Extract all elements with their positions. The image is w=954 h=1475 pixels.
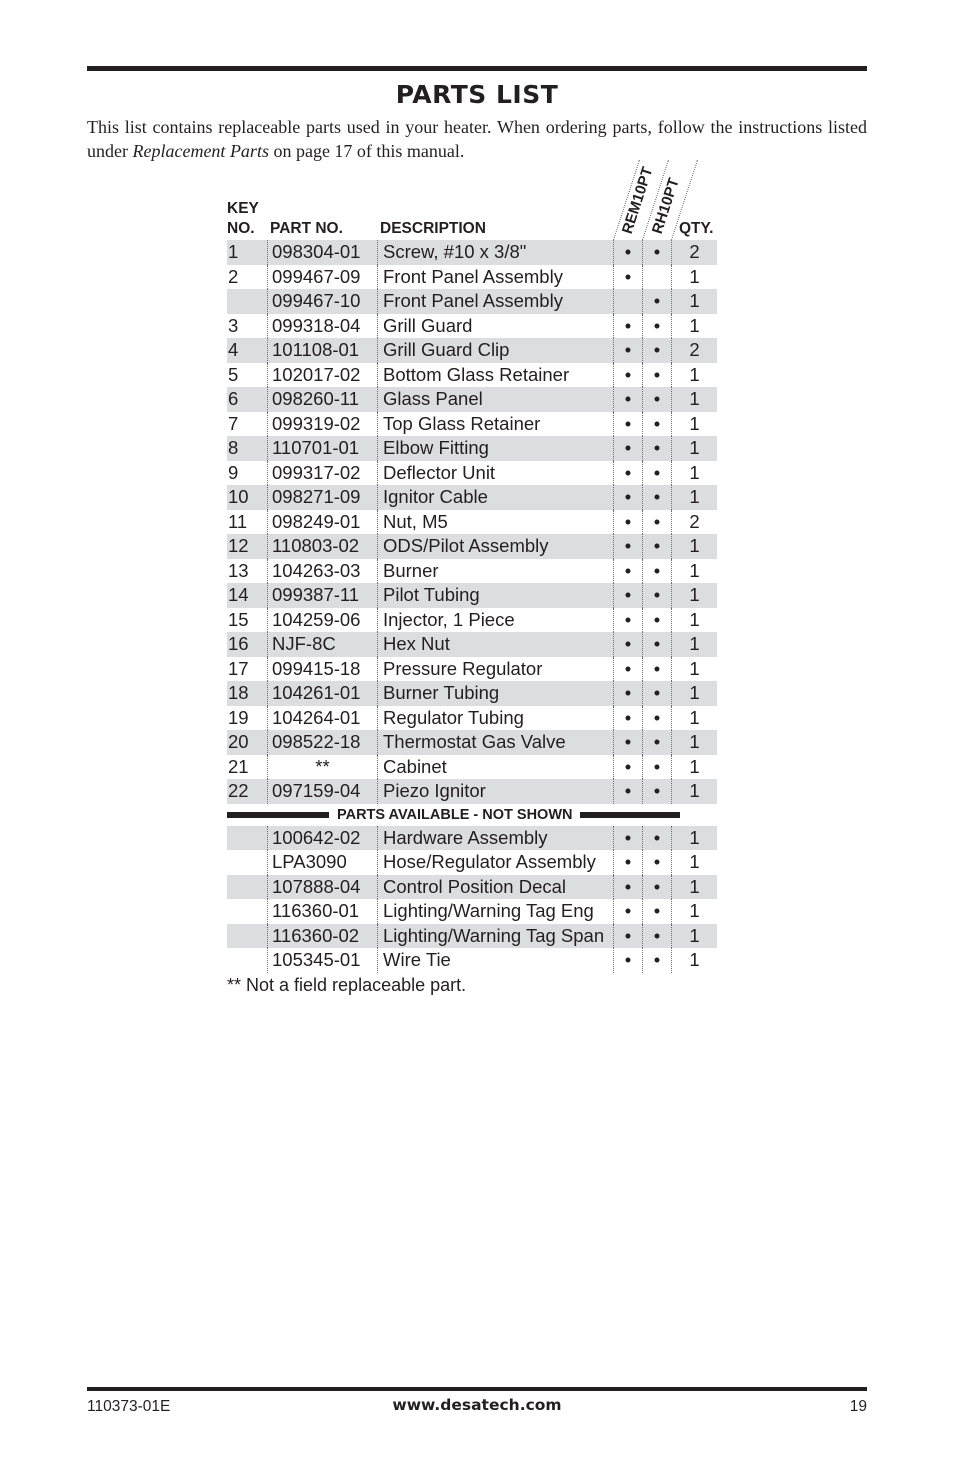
- table-row: [227, 755, 717, 780]
- model-rem10pt-cell: •: [613, 485, 642, 510]
- key-cell: 7: [228, 412, 239, 434]
- part-no-cell: 116360-01: [267, 899, 377, 924]
- header-qty: QTY.: [679, 220, 714, 237]
- model-rem10pt-cell: •: [613, 510, 642, 535]
- qty-cell: 2: [671, 240, 717, 265]
- description-cell: Pressure Regulator: [377, 657, 613, 682]
- description-cell: Burner: [377, 559, 613, 584]
- description-cell: Hardware Assembly: [377, 826, 613, 851]
- table-row: [227, 730, 717, 755]
- key-cell: 11: [228, 510, 248, 532]
- banner-bar-right: [580, 812, 680, 818]
- header-description: DESCRIPTION: [380, 220, 486, 237]
- model-rem10pt-cell: •: [613, 583, 642, 608]
- part-no-cell: 102017-02: [267, 363, 377, 388]
- model-rh10pt-cell: •: [642, 461, 671, 486]
- qty-cell: 1: [671, 559, 717, 584]
- model-rem10pt-cell: •: [613, 657, 642, 682]
- qty-cell: 1: [671, 657, 717, 682]
- model-rem10pt-cell: [613, 289, 642, 314]
- qty-cell: 1: [671, 265, 717, 290]
- table-row: [227, 314, 717, 339]
- key-cell: 21: [228, 755, 249, 777]
- model-rh10pt-cell: •: [642, 314, 671, 339]
- qty-cell: 1: [671, 924, 717, 949]
- key-cell: [227, 826, 267, 851]
- description-cell: Burner Tubing: [377, 681, 613, 706]
- qty-cell: 1: [671, 436, 717, 461]
- key-cell: 18: [228, 682, 249, 703]
- description-cell: Front Panel Assembly: [377, 265, 613, 290]
- model-rh10pt-cell: •: [642, 730, 671, 755]
- intro-text-after: on page 17 of this manual.: [268, 141, 465, 161]
- model-rem10pt-cell: •: [613, 265, 642, 290]
- qty-cell: 1: [671, 314, 717, 339]
- qty-cell: 1: [671, 461, 717, 486]
- description-cell: Grill Guard: [377, 314, 613, 339]
- part-no-cell: 110803-02: [267, 534, 377, 559]
- key-cell: [227, 875, 267, 900]
- model-rem10pt-cell: •: [613, 240, 642, 265]
- model-rh10pt-cell: •: [642, 240, 671, 265]
- key-cell: 8: [228, 437, 239, 458]
- model-rh10pt-cell: •: [642, 485, 671, 510]
- model-rem10pt-cell: •: [613, 948, 642, 973]
- model-rh10pt-cell: •: [642, 779, 671, 804]
- part-no-cell: 110701-01: [267, 436, 377, 461]
- part-no-cell: 099317-02: [267, 461, 377, 486]
- part-no-cell: NJF-8C: [267, 632, 377, 657]
- description-cell: Wire Tie: [377, 948, 613, 973]
- model-rem10pt-cell: •: [613, 608, 642, 633]
- key-cell: 17: [228, 657, 249, 679]
- table-row: [227, 559, 717, 584]
- part-no-cell: 097159-04: [267, 779, 377, 804]
- model-rem10pt-cell: •: [613, 559, 642, 584]
- key-cell: [227, 924, 267, 949]
- intro-italic-link-text: Replacement Parts: [132, 141, 269, 161]
- model-rh10pt-cell: •: [642, 706, 671, 731]
- key-cell: 15: [228, 608, 249, 630]
- description-cell: Lighting/Warning Tag Span: [377, 924, 613, 949]
- description-cell: Screw, #10 x 3/8": [377, 240, 613, 265]
- table-row: [227, 779, 717, 804]
- header-model-rem10pt: REM10PT: [618, 164, 657, 236]
- description-cell: Pilot Tubing: [377, 583, 613, 608]
- qty-cell: 1: [671, 779, 717, 804]
- description-cell: Regulator Tubing: [377, 706, 613, 731]
- model-rem10pt-cell: •: [613, 412, 642, 437]
- description-cell: Thermostat Gas Valve: [377, 730, 613, 755]
- table-row: [227, 657, 717, 682]
- table-row: [227, 875, 717, 900]
- model-rh10pt-cell: •: [642, 948, 671, 973]
- key-cell: 1: [228, 241, 239, 262]
- model-rh10pt-cell: •: [642, 875, 671, 900]
- qty-cell: 1: [671, 485, 717, 510]
- model-rem10pt-cell: •: [613, 387, 642, 412]
- table-row: [227, 534, 717, 559]
- key-cell: 12: [228, 535, 249, 556]
- model-rem10pt-cell: •: [613, 850, 642, 875]
- key-cell: 10: [228, 486, 249, 507]
- description-cell: Bottom Glass Retainer: [377, 363, 613, 388]
- part-no-cell: 099415-18: [267, 657, 377, 682]
- footnote: ** Not a field replaceable part.: [227, 975, 467, 995]
- model-rh10pt-cell: •: [642, 534, 671, 559]
- key-cell: 6: [228, 388, 239, 409]
- table-row: [227, 265, 717, 290]
- description-cell: Grill Guard Clip: [377, 338, 613, 363]
- website-link[interactable]: www.desatech.com: [392, 1396, 562, 1414]
- qty-cell: 2: [671, 338, 717, 363]
- key-cell: 2: [228, 265, 239, 287]
- table-row: [227, 632, 717, 657]
- description-cell: Hose/Regulator Assembly: [377, 850, 613, 875]
- qty-cell: 1: [671, 706, 717, 731]
- model-rem10pt-cell: •: [613, 363, 642, 388]
- model-rem10pt-cell: •: [613, 534, 642, 559]
- table-row: [227, 240, 717, 265]
- table-row: [227, 510, 717, 535]
- description-cell: Cabinet: [377, 755, 613, 780]
- key-cell: [227, 899, 267, 924]
- description-cell: Piezo Ignitor: [377, 779, 613, 804]
- model-rh10pt-cell: •: [642, 681, 671, 706]
- part-no-cell: 101108-01: [267, 338, 377, 363]
- table-row: [227, 485, 717, 510]
- table-row: [227, 583, 717, 608]
- model-rh10pt-cell: •: [642, 338, 671, 363]
- part-no-cell: **: [267, 755, 377, 780]
- model-rem10pt-cell: •: [613, 826, 642, 851]
- header-model-rh10pt: RH10PT: [648, 176, 683, 236]
- model-rh10pt-cell: •: [642, 899, 671, 924]
- qty-cell: 1: [671, 948, 717, 973]
- model-rem10pt-cell: •: [613, 681, 642, 706]
- key-cell: 13: [228, 559, 249, 581]
- description-cell: Injector, 1 Piece: [377, 608, 613, 633]
- table-header: [227, 160, 717, 240]
- model-rh10pt-cell: •: [642, 412, 671, 437]
- part-no-cell: 098522-18: [267, 730, 377, 755]
- qty-cell: 1: [671, 730, 717, 755]
- part-no-cell: 105345-01: [267, 948, 377, 973]
- key-cell: 22: [228, 780, 249, 801]
- qty-cell: 1: [671, 826, 717, 851]
- description-cell: Control Position Decal: [377, 875, 613, 900]
- qty-cell: 1: [671, 412, 717, 437]
- model-rh10pt-cell: •: [642, 583, 671, 608]
- key-cell: 14: [228, 584, 249, 605]
- part-no-cell: LPA3090: [267, 850, 377, 875]
- qty-cell: 1: [671, 608, 717, 633]
- bottom-rule: [87, 1387, 867, 1391]
- header-key-line2: NO.: [227, 220, 255, 237]
- table-row: [227, 826, 717, 851]
- model-rem10pt-cell: •: [613, 632, 642, 657]
- model-rem10pt-cell: •: [613, 899, 642, 924]
- part-no-cell: 104261-01: [267, 681, 377, 706]
- qty-cell: 1: [671, 289, 717, 314]
- qty-cell: 2: [671, 510, 717, 535]
- key-cell: 9: [228, 461, 239, 483]
- model-rh10pt-cell: •: [642, 510, 671, 535]
- model-rh10pt-cell: •: [642, 608, 671, 633]
- model-rem10pt-cell: •: [613, 338, 642, 363]
- part-no-cell: 098249-01: [267, 510, 377, 535]
- key-cell: 19: [228, 706, 249, 728]
- part-no-cell: 099318-04: [267, 314, 377, 339]
- description-cell: Front Panel Assembly: [377, 289, 613, 314]
- table-row: [227, 681, 717, 706]
- key-cell: [227, 948, 267, 973]
- table-row: [227, 436, 717, 461]
- model-rem10pt-cell: •: [613, 436, 642, 461]
- description-cell: Glass Panel: [377, 387, 613, 412]
- table-row: [227, 363, 717, 388]
- table-row: [227, 706, 717, 731]
- model-rh10pt-cell: •: [642, 632, 671, 657]
- qty-cell: 1: [671, 387, 717, 412]
- qty-cell: 1: [671, 632, 717, 657]
- model-rh10pt-cell: •: [642, 657, 671, 682]
- table-body: [227, 240, 717, 804]
- part-no-cell: 098260-11: [267, 387, 377, 412]
- model-rh10pt-cell: •: [642, 363, 671, 388]
- intro-paragraph: [87, 115, 867, 163]
- header-part-no: PART NO.: [270, 220, 343, 237]
- description-cell: Top Glass Retainer: [377, 412, 613, 437]
- header-key-line1: KEY: [227, 200, 259, 217]
- part-no-cell: 107888-04: [267, 875, 377, 900]
- model-rh10pt-cell: •: [642, 289, 671, 314]
- key-cell: 4: [228, 339, 239, 360]
- table-row: [227, 924, 717, 949]
- not-shown-banner: [227, 804, 717, 826]
- model-rem10pt-cell: •: [613, 730, 642, 755]
- qty-cell: 1: [671, 363, 717, 388]
- part-no-cell: 098304-01: [267, 240, 377, 265]
- top-rule: [87, 66, 867, 71]
- part-no-cell: 098271-09: [267, 485, 377, 510]
- model-rem10pt-cell: •: [613, 875, 642, 900]
- table-row: [227, 289, 717, 314]
- model-rem10pt-cell: •: [613, 706, 642, 731]
- part-no-cell: 099387-11: [267, 583, 377, 608]
- part-no-cell: 104259-06: [267, 608, 377, 633]
- description-cell: ODS/Pilot Assembly: [377, 534, 613, 559]
- table-row: [227, 608, 717, 633]
- table-row: [227, 387, 717, 412]
- model-rh10pt-cell: [642, 265, 671, 290]
- table-body-not-shown: [227, 826, 717, 973]
- table-row: [227, 338, 717, 363]
- key-cell: [227, 289, 267, 314]
- key-cell: 16: [228, 633, 249, 654]
- description-cell: Lighting/Warning Tag Eng: [377, 899, 613, 924]
- model-rh10pt-cell: •: [642, 850, 671, 875]
- banner-label: PARTS AVAILABLE - NOT SHOWN: [337, 806, 573, 823]
- page-number: 19: [849, 1398, 867, 1415]
- model-rh10pt-cell: •: [642, 559, 671, 584]
- description-cell: Elbow Fitting: [377, 436, 613, 461]
- table-row: [227, 948, 717, 973]
- model-rem10pt-cell: •: [613, 755, 642, 780]
- model-rem10pt-cell: •: [613, 779, 642, 804]
- part-no-cell: 099467-10: [267, 289, 377, 314]
- description-cell: Hex Nut: [377, 632, 613, 657]
- key-cell: 20: [228, 731, 249, 752]
- description-cell: Deflector Unit: [377, 461, 613, 486]
- qty-cell: 1: [671, 899, 717, 924]
- page-title: PARTS LIST: [395, 80, 559, 109]
- qty-cell: 1: [671, 583, 717, 608]
- parts-table: [227, 160, 717, 973]
- table-row: [227, 461, 717, 486]
- model-rh10pt-cell: •: [642, 924, 671, 949]
- part-no-cell: 099319-02: [267, 412, 377, 437]
- key-cell: 5: [228, 363, 239, 385]
- qty-cell: 1: [671, 850, 717, 875]
- model-rem10pt-cell: •: [613, 314, 642, 339]
- part-no-cell: 100642-02: [267, 826, 377, 851]
- qty-cell: 1: [671, 755, 717, 780]
- qty-cell: 1: [671, 534, 717, 559]
- model-rem10pt-cell: •: [613, 924, 642, 949]
- description-cell: Ignitor Cable: [377, 485, 613, 510]
- banner-bar-left: [227, 812, 329, 818]
- model-rem10pt-cell: •: [613, 461, 642, 486]
- model-rh10pt-cell: •: [642, 387, 671, 412]
- part-no-cell: 104263-03: [267, 559, 377, 584]
- description-cell: Nut, M5: [377, 510, 613, 535]
- table-row: [227, 899, 717, 924]
- part-no-cell: 099467-09: [267, 265, 377, 290]
- table-row: [227, 412, 717, 437]
- part-no-cell: 104264-01: [267, 706, 377, 731]
- qty-cell: 1: [671, 875, 717, 900]
- table-row: [227, 850, 717, 875]
- key-cell: [227, 850, 267, 875]
- model-rh10pt-cell: •: [642, 436, 671, 461]
- part-no-cell: 116360-02: [267, 924, 377, 949]
- key-cell: 3: [228, 314, 239, 336]
- doc-number: 110373-01E: [87, 1398, 171, 1415]
- model-rh10pt-cell: •: [642, 755, 671, 780]
- model-rh10pt-cell: •: [642, 826, 671, 851]
- qty-cell: 1: [671, 681, 717, 706]
- intro-text-before: This list contains replaceable parts used in your heater. When ordering parts, follow the instructions listed under: [87, 117, 867, 161]
